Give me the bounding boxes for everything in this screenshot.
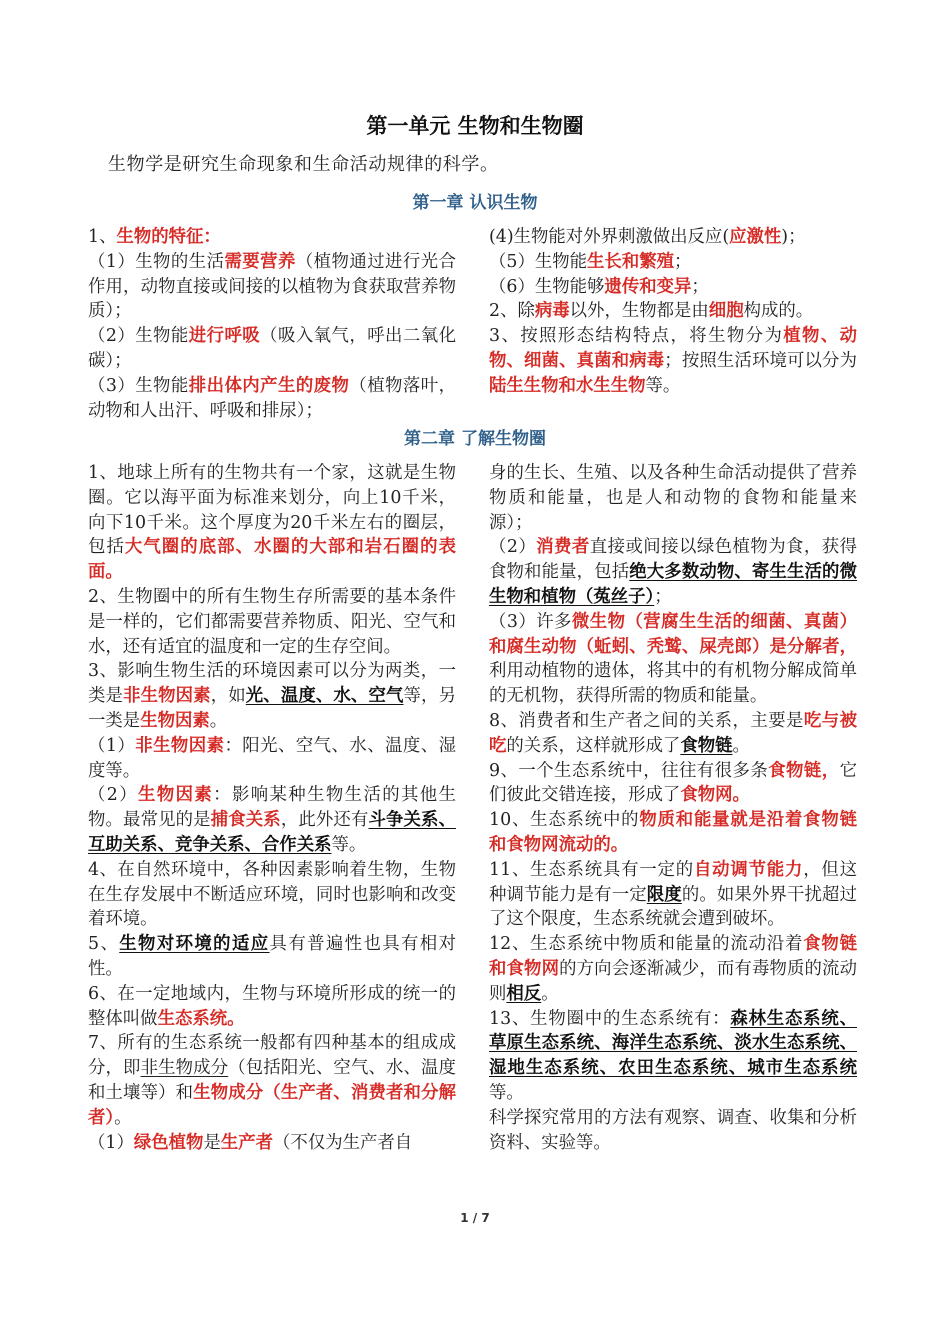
paragraph: 身的生长、生殖、以及各种生命活动提供了营养物质和能量，也是人和动物的食物和能量来源）； xyxy=(489,463,857,533)
paragraph: 12、生态系统中物质和能量的流动沿着食物链和食物网的方向会逐渐减少，而有毒物质的流动则相反。 xyxy=(489,934,857,1004)
paragraph: 10、生态系统中的物质和能量就是沿着食物链和食物网流动的。 xyxy=(489,810,857,855)
chapter-2-left-column xyxy=(88,461,456,1155)
paragraph: 7、所有的生态系统一般都有四种基本的组成成分，即非生物成分（包括阳光、空气、水、温度和土壤等）和生物成分（生产者、消费者和分解者）。 xyxy=(88,1033,456,1128)
paragraph: 1、生物的特征： xyxy=(88,227,221,247)
paragraph: 4、在自然环境中，各种因素影响着生物，生物在生存发展中不断适应环境，同时也影响和改变着环境。 xyxy=(88,859,456,930)
paragraph: （1）绿色植物是生产者（不仅为生产者自 xyxy=(88,1132,413,1153)
paragraph: （1）生物的生活需要营养（植物通过进行光合作用，动物直接或间接的以植物为食获取营养物质）； xyxy=(88,251,456,322)
chapter-2-heading: 第二章 了解生物圈 xyxy=(404,429,546,449)
paragraph: （2）生物因素：影响某种生物生活的其他生物。最常见的是捕食关系，此外还有斗争关系、互助关系、竞争关系、合作关系等。 xyxy=(88,785,456,855)
paragraph: （1）非生物因素：阳光、空气、水、温度、湿度等。 xyxy=(88,735,456,781)
paragraph: 8、消费者和生产者之间的关系，主要是吃与被吃的关系，这样就形成了食物链。 xyxy=(489,710,857,756)
paragraph: 3、影响生物生活的环境因素可以分为两类，一类是非生物因素，如光、温度、水、空气等，另一类是生物因素。 xyxy=(88,661,456,731)
paragraph: 2、生物圈中的所有生物生存所需要的基本条件是一样的，它们都需要营养物质、阳光、空气和水，还有适宜的温度和一定的生存空间。 xyxy=(88,586,456,657)
chapter-1-left-column xyxy=(88,225,456,423)
paragraph: （5）生物能生长和繁殖； xyxy=(489,251,692,272)
paragraph: (4)生物能对外界刺激做出反应(应激性)； xyxy=(489,227,806,247)
paragraph: 9、一个生态系统中，往往有很多条食物链，它们彼此交错连接，形成了食物网。 xyxy=(489,760,857,806)
paragraph: 科学探究常用的方法有观察、调查、收集和分析资料、实验等。 xyxy=(489,1107,857,1153)
chapter-1-right-column xyxy=(489,225,857,399)
page-number: 1 / 7 xyxy=(460,1211,490,1225)
paragraph: （6）生物能够遗传和变异； xyxy=(489,276,709,297)
intro-text: 生物学是研究生命现象和生命活动规律的科学。 xyxy=(108,154,499,175)
paragraph: 13、生物圈中的生态系统有：森林生态系统、草原生态系统、海洋生态系统、淡水生态系统、湿地生态系统、农田生态系统、城市生态系统等。 xyxy=(489,1008,857,1103)
paragraph: 5、生物对环境的适应具有普遍性也具有相对性。 xyxy=(88,934,456,979)
paragraph: （2）生物能进行呼吸（吸入氧气，呼出二氧化碳）； xyxy=(88,326,456,371)
paragraph: 3、按照形态结构特点，将生物分为植物、动物、细菌、真菌和病毒；按照生活环境可以分为陆生生物和水生生物等。 xyxy=(489,326,857,396)
paragraph: 2、除病毒以外，生物都是由细胞构成的。 xyxy=(489,301,814,322)
unit-title: 第一单元 生物和生物圈 xyxy=(366,114,584,138)
paragraph: （2）消费者直接或间接以绿色植物为食，获得食物和能量，包括绝大多数动物、寄生生活的微生物和植物（菟丝子）； xyxy=(489,537,857,607)
chapter-2-right-column xyxy=(489,461,857,1155)
paragraph: 1、地球上所有的生物共有一个家，这就是生物圈。它以海平面为标准来划分，向上10千米，向下10千米。这个厚度为20千米左右的圈层，包括大气圈的底部、水圈的大部和岩石圈的表面。 xyxy=(88,463,456,583)
paragraph: （3）许多微生物（营腐生生活的细菌、真菌）和腐生动物（蚯蚓、秃鹫、屎壳郎）是分解者，利用动植物的遗体，将其中的有机物分解成简单的无机物，获得所需的物质和能量。 xyxy=(489,611,857,707)
chapter-1-heading: 第一章 认识生物 xyxy=(412,193,538,213)
paragraph: （3）生物能排出体内产生的废物（植物落叶，动物和人出汗、呼吸和排尿）； xyxy=(88,375,456,421)
paragraph: 6、在一定地域内，生物与环境所形成的统一的整体叫做生态系统。 xyxy=(88,983,456,1029)
paragraph: 11、生态系统具有一定的自动调节能力，但这种调节能力是有一定限度的。如果外界干扰超过了这个限度，生态系统就会遭到破坏。 xyxy=(489,859,857,930)
